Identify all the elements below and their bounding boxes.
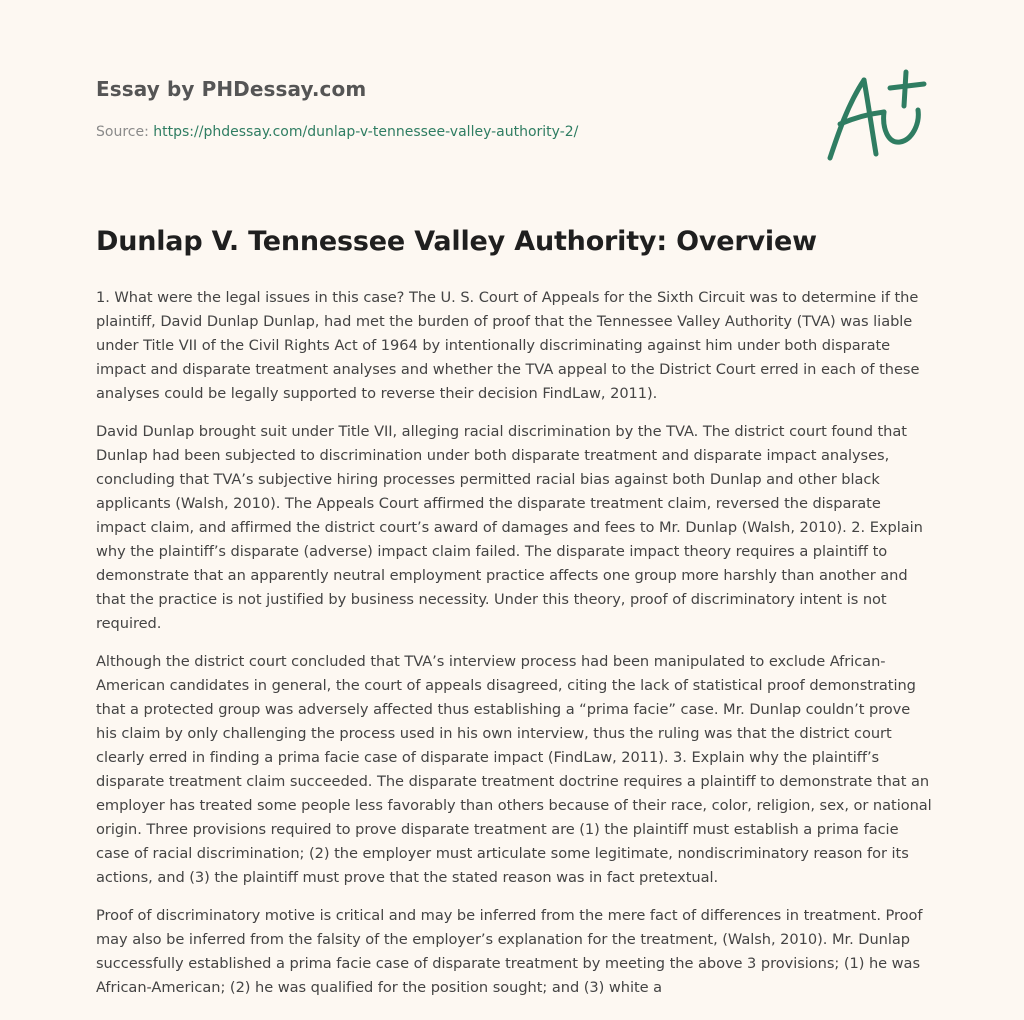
essay-title: Dunlap V. Tennessee Valley Authority: Overview [96,226,817,257]
a-plus-logo-icon [824,68,928,164]
essay-paragraph: 1. What were the legal issues in this case? The U. S. Court of Appeals for the Sixth Circuit was to determine if the plaintiff, David Dunlap Dunlap, had met the burden of proof that the Tennessee Valley Authority (TVA) was liable under Title VII of the Civil Rights Act of 1964 by intentionally discriminating against him under both disparate impact and disparate treatment analyses and whether the TVA appeal to the District Court erred in each of these analyses could be legally supported to reverse their decision FindLaw, 2011). [96,289,920,402]
essay-body [96,286,932,1014]
source-link[interactable]: https://phdessay.com/dunlap-v-tennessee-valley-authority-2/ [153,124,579,140]
essay-paragraph: Proof of discriminatory motive is critical and may be inferred from the mere fact of differences in treatment. Proof may also be inferred from the falsity of the employer’s explanation for the treatment, (Walsh, 2010). Mr. Dunlap successfully established a prima facie case of disparate treatment by meeting the above 3 provisions; (1) he was African-American; (2) he was qualified for the position sought; and (3) white a [96,907,923,996]
site-brand: Essay by PHDessay.com [96,77,367,101]
source-label: Source: [96,124,154,140]
essay-paragraph: Although the district court concluded that TVA’s interview process had been manipulated to exclude African-American candidates in general, the court of appeals disagreed, citing the lack of statistical proof demonstrating that a protected group was adversely affected thus establishing a “prima facie” case. Mr. Dunlap couldn’t prove his claim by only challenging the process used in his own interview, thus the ruling was that the district court clearly erred in finding a prima facie case of disparate impact (FindLaw, 2011). 3. Explain why the plaintiff’s disparate treatment claim succeeded. The disparate treatment doctrine requires a plaintiff to demonstrate that an employer has treated some people less favorably than others because of their race, color, religion, sex, or national origin. Three provisions required to prove disparate treatment are (1) the plaintiff must establish a prima facie case of racial discrimination; (2) the employer must articulate some legitimate, nondiscriminatory reason for its actions, and (3) the plaintiff must prove that the stated reason was in fact pretextual. [96,653,932,886]
source-line [96,124,578,140]
essay-paragraph: David Dunlap brought suit under Title VII, alleging racial discrimination by the TVA. The district court found that Dunlap had been subjected to discrimination under both disparate treatment and disparate impact analyses, concluding that TVA’s subjective hiring processes permitted racial bias against both Dunlap and other black applicants (Walsh, 2010). The Appeals Court affirmed the disparate treatment claim, reversed the disparate impact claim, and affirmed the district court’s award of damages and fees to Mr. Dunlap (Walsh, 2010). 2. Explain why the plaintiff’s disparate (adverse) impact claim failed. The disparate impact theory requires a plaintiff to demonstrate that an apparently neutral employment practice affects one group more harshly than another and that the practice is not justified by business necessity. Under this theory, proof of discriminatory intent is not required. [96,423,923,632]
